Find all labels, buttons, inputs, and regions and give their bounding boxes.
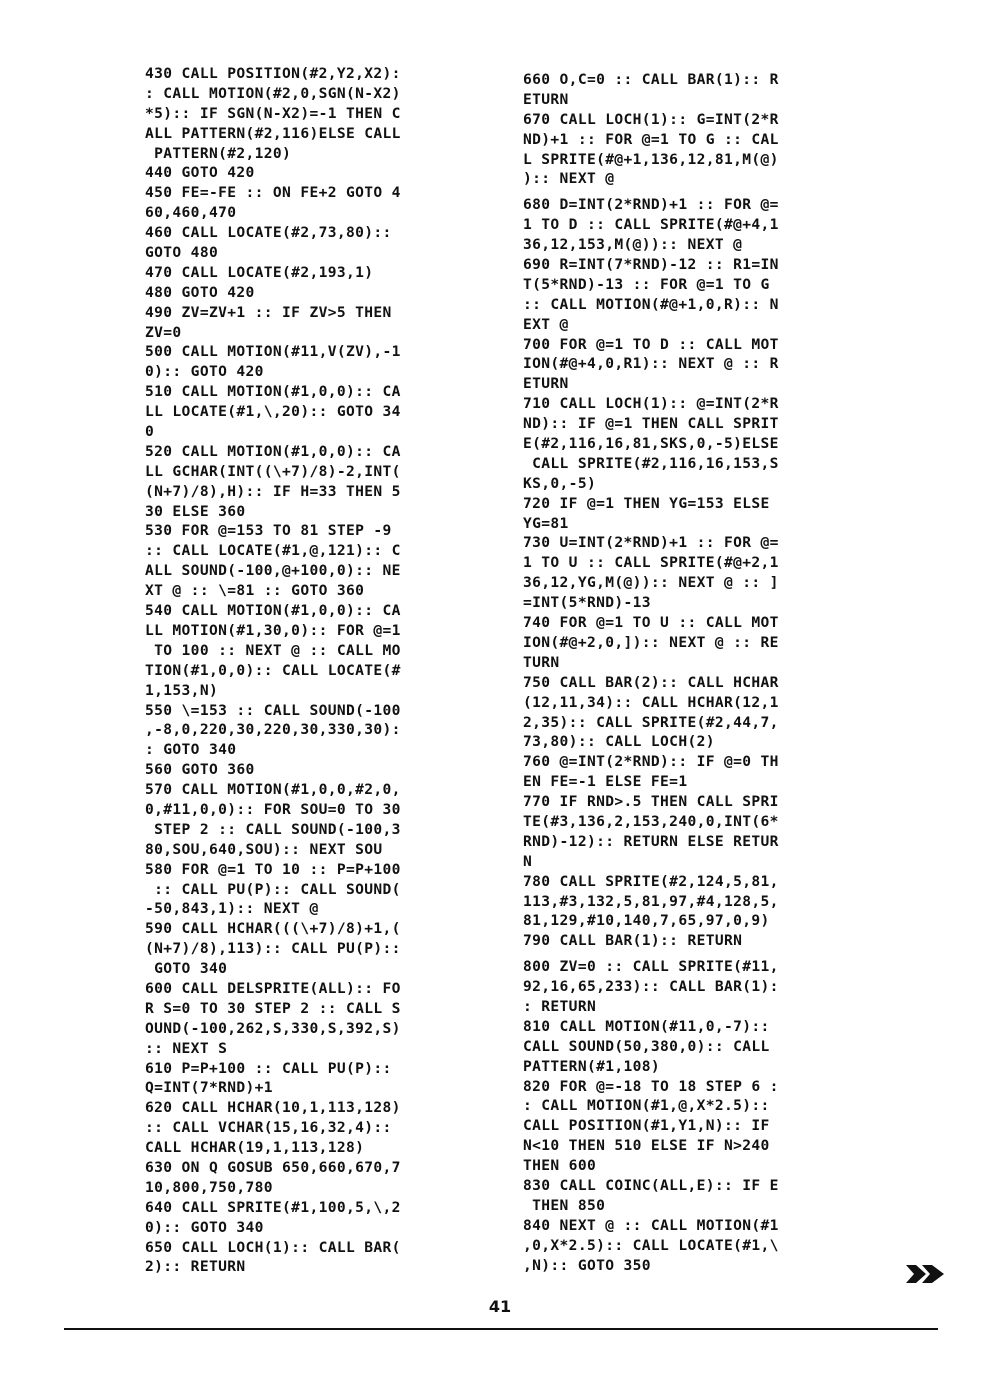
code-line: 440 GOTO 420 bbox=[145, 164, 255, 182]
listing-column-right bbox=[523, 70, 879, 1275]
code-line: ,0,X*2.5):: CALL LOCATE(#1,\ bbox=[523, 1236, 779, 1254]
code-line: ETURN bbox=[523, 90, 569, 108]
code-line: LL MOTION(#1,30,0):: FOR @=1 bbox=[145, 621, 401, 639]
code-line: 750 CALL BAR(2):: CALL HCHAR bbox=[523, 673, 779, 691]
code-line: GOTO 340 bbox=[145, 960, 228, 978]
code-line: 1,153,N) bbox=[145, 681, 219, 699]
code-line: R S=0 TO 30 STEP 2 :: CALL S bbox=[145, 999, 401, 1017]
code-line: E(#2,116,16,81,SKS,0,-5)ELSE bbox=[523, 435, 779, 453]
code-line: : CALL MOTION(#1,@,X*2.5):: bbox=[523, 1097, 770, 1115]
code-line: 560 GOTO 360 bbox=[145, 761, 255, 779]
code-line: :: NEXT S bbox=[145, 1039, 228, 1057]
code-line: ALL PATTERN(#2,116)ELSE CALL bbox=[145, 124, 401, 142]
code-line: 0):: GOTO 340 bbox=[145, 1218, 264, 1236]
code-line: 60,460,470 bbox=[145, 204, 237, 222]
code-line: ZV=0 bbox=[145, 323, 182, 341]
code-line: 540 CALL MOTION(#1,0,0):: CA bbox=[145, 602, 401, 620]
code-line: TURN bbox=[523, 653, 560, 671]
double-arrow-right-icon bbox=[904, 1262, 948, 1286]
code-line: :: CALL PU(P):: CALL SOUND( bbox=[145, 880, 401, 898]
code-line: 0,#11,0,0):: FOR SOU=0 TO 30 bbox=[145, 800, 401, 818]
code-line: : CALL MOTION(#2,0,SGN(N-X2) bbox=[145, 84, 401, 102]
code-line: 710 CALL LOCH(1):: @=INT(2*R bbox=[523, 395, 779, 413]
code-line: 470 CALL LOCATE(#2,193,1) bbox=[145, 263, 374, 281]
code-line: 1 TO U :: CALL SPRITE(#@+2,1 bbox=[523, 554, 779, 572]
code-line: 480 GOTO 420 bbox=[145, 283, 255, 301]
code-line: 840 NEXT @ :: CALL MOTION(#1 bbox=[523, 1216, 779, 1234]
code-line: ALL SOUND(-100,@+100,0):: NE bbox=[145, 562, 401, 580]
code-line: ND):: IF @=1 THEN CALL SPRIT bbox=[523, 415, 779, 433]
code-line: 10,800,750,780 bbox=[145, 1178, 273, 1196]
code-line: 610 P=P+100 :: CALL PU(P):: bbox=[145, 1059, 392, 1077]
code-line: 2,35):: CALL SPRITE(#2,44,7, bbox=[523, 713, 779, 731]
code-line: 1 TO D :: CALL SPRITE(#@+4,1 bbox=[523, 216, 779, 234]
code-line: EXT @ bbox=[523, 315, 569, 333]
code-line: :: CALL VCHAR(15,16,32,4):: bbox=[145, 1119, 392, 1137]
code-line: 810 CALL MOTION(#11,0,-7):: bbox=[523, 1017, 770, 1035]
code-line: ,N):: GOTO 350 bbox=[523, 1256, 651, 1274]
code-line: 73,80):: CALL LOCH(2) bbox=[523, 733, 715, 751]
code-line: 790 CALL BAR(1):: RETURN bbox=[523, 932, 743, 950]
code-line: YG=81 bbox=[523, 514, 569, 532]
code-line: :: CALL LOCATE(#1,@,121):: C bbox=[145, 542, 401, 560]
code-line: 113,#3,132,5,81,97,#4,128,5, bbox=[523, 892, 779, 910]
code-line: 770 IF RND>.5 THEN CALL SPRI bbox=[523, 793, 779, 811]
code-line: 800 ZV=0 :: CALL SPRITE(#11, bbox=[523, 958, 779, 976]
code-line: : GOTO 340 bbox=[145, 741, 237, 759]
code-line: CALL POSITION(#1,Y1,N):: IF bbox=[523, 1117, 770, 1135]
code-line: 580 FOR @=1 TO 10 :: P=P+100 bbox=[145, 860, 401, 878]
code-line: (12,11,34):: CALL HCHAR(12,1 bbox=[523, 693, 779, 711]
code-line: 680 D=INT(2*RND)+1 :: FOR @= bbox=[523, 196, 779, 214]
code-line: 730 U=INT(2*RND)+1 :: FOR @= bbox=[523, 534, 779, 552]
code-line: 740 FOR @=1 TO U :: CALL MOT bbox=[523, 614, 779, 632]
code-line: (N+7)/8),113):: CALL PU(P):: bbox=[145, 940, 401, 958]
code-line: :: CALL MOTION(#@+1,0,R):: N bbox=[523, 295, 779, 313]
code-line: N<10 THEN 510 ELSE IF N>240 bbox=[523, 1137, 770, 1155]
code-line: (N+7)/8),H):: IF H=33 THEN 5 bbox=[145, 482, 401, 500]
code-line: Q=INT(7*RND)+1 bbox=[145, 1079, 273, 1097]
code-line: L SPRITE(#@+1,136,12,81,M(@) bbox=[523, 150, 779, 168]
code-line: PATTERN(#1,108) bbox=[523, 1057, 661, 1075]
code-line: THEN 850 bbox=[523, 1196, 606, 1214]
code-line: 700 FOR @=1 TO D :: CALL MOT bbox=[523, 335, 779, 353]
code-line: STEP 2 :: CALL SOUND(-100,3 bbox=[145, 820, 401, 838]
code-line: ,-8,0,220,30,220,30,330,30): bbox=[145, 721, 401, 739]
code-line: 600 CALL DELSPRITE(ALL):: FO bbox=[145, 979, 401, 997]
code-line: CALL SPRITE(#2,116,16,153,S bbox=[523, 454, 779, 472]
code-line: TION(#1,0,0):: CALL LOCATE(# bbox=[145, 661, 401, 679]
code-line: 36,12,YG,M(@)):: NEXT @ :: ] bbox=[523, 574, 779, 592]
code-line: 660 O,C=0 :: CALL BAR(1):: R bbox=[523, 71, 779, 88]
listing-column-left bbox=[145, 64, 501, 1277]
code-line: 2):: RETURN bbox=[145, 1258, 246, 1276]
code-line: 780 CALL SPRITE(#2,124,5,81, bbox=[523, 872, 779, 890]
code-line: ION(#@+2,0,]):: NEXT @ :: RE bbox=[523, 633, 779, 651]
code-line: -50,843,1):: NEXT @ bbox=[145, 900, 319, 918]
code-line: 720 IF @=1 THEN YG=153 ELSE bbox=[523, 494, 770, 512]
code-line: 450 FE=-FE :: ON FE+2 GOTO 4 bbox=[145, 184, 401, 202]
code-line: ND)+1 :: FOR @=1 TO G :: CAL bbox=[523, 130, 779, 148]
code-line: *5):: IF SGN(N-X2)=-1 THEN C bbox=[145, 104, 401, 122]
code-line: 640 CALL SPRITE(#1,100,5,\,2 bbox=[145, 1198, 401, 1216]
code-line: TO 100 :: NEXT @ :: CALL MO bbox=[145, 641, 401, 659]
code-line: ETURN bbox=[523, 375, 569, 393]
code-line: 530 FOR @=153 TO 81 STEP -9 bbox=[145, 522, 392, 540]
code-line: 520 CALL MOTION(#1,0,0):: CA bbox=[145, 442, 401, 460]
code-line: 500 CALL MOTION(#11,V(ZV),-1 bbox=[145, 343, 401, 361]
code-line: 820 FOR @=-18 TO 18 STEP 6 : bbox=[523, 1077, 779, 1095]
code-line: EN FE=-1 ELSE FE=1 bbox=[523, 773, 688, 791]
code-line: 430 CALL POSITION(#2,Y2,X2): bbox=[145, 65, 401, 82]
code-line: 830 CALL COINC(ALL,E):: IF E bbox=[523, 1176, 779, 1194]
code-line: 36,12,153,M(@)):: NEXT @ bbox=[523, 236, 743, 254]
code-line: 81,129,#10,140,7,65,97,0,9) bbox=[523, 912, 770, 930]
code-line: ION(#@+4,0,R1):: NEXT @ :: R bbox=[523, 355, 779, 373]
code-line: 92,16,65,233):: CALL BAR(1): bbox=[523, 978, 779, 996]
code-line: CALL HCHAR(19,1,113,128) bbox=[145, 1139, 365, 1157]
code-line: 550 \=153 :: CALL SOUND(-100 bbox=[145, 701, 401, 719]
code-line: 510 CALL MOTION(#1,0,0):: CA bbox=[145, 383, 401, 401]
code-line: RND)-12):: RETURN ELSE RETUR bbox=[523, 832, 779, 850]
code-line: 490 ZV=ZV+1 :: IF ZV>5 THEN bbox=[145, 303, 392, 321]
code-line: 80,SOU,640,SOU):: NEXT SOU bbox=[145, 840, 383, 858]
code-line: 0 bbox=[145, 423, 155, 441]
code-line: 620 CALL HCHAR(10,1,113,128) bbox=[145, 1099, 401, 1117]
code-line: LL LOCATE(#1,\,20):: GOTO 34 bbox=[145, 403, 401, 421]
code-line: 760 @=INT(2*RND):: IF @=0 TH bbox=[523, 753, 779, 771]
code-line: N bbox=[523, 852, 533, 870]
code-line: 570 CALL MOTION(#1,0,0,#2,0, bbox=[145, 781, 401, 799]
code-line: CALL SOUND(50,380,0):: CALL bbox=[523, 1037, 770, 1055]
code-line: 30 ELSE 360 bbox=[145, 502, 246, 520]
code-line: =INT(5*RND)-13 bbox=[523, 594, 651, 612]
footer-rule bbox=[64, 1328, 938, 1330]
code-line: 650 CALL LOCH(1):: CALL BAR( bbox=[145, 1238, 401, 1256]
code-line: 630 ON Q GOSUB 650,660,670,7 bbox=[145, 1158, 401, 1176]
page-number: 41 bbox=[488, 1297, 512, 1316]
code-line: T(5*RND)-13 :: FOR @=1 TO G bbox=[523, 275, 770, 293]
code-line: ):: NEXT @ bbox=[523, 170, 615, 188]
code-line: THEN 600 bbox=[523, 1157, 597, 1175]
code-line: 0):: GOTO 420 bbox=[145, 363, 264, 381]
code-line: GOTO 480 bbox=[145, 244, 219, 262]
code-line: 670 CALL LOCH(1):: G=INT(2*R bbox=[523, 110, 779, 128]
code-line: : RETURN bbox=[523, 997, 597, 1015]
code-line: KS,0,-5) bbox=[523, 474, 597, 492]
code-line: PATTERN(#2,120) bbox=[145, 144, 292, 162]
code-line: OUND(-100,262,S,330,S,392,S) bbox=[145, 1019, 401, 1037]
code-line: 590 CALL HCHAR(((\+7)/8)+1,( bbox=[145, 920, 401, 938]
code-line: XT @ :: \=81 :: GOTO 360 bbox=[145, 582, 365, 600]
code-line: TE(#3,136,2,153,240,0,INT(6* bbox=[523, 812, 779, 830]
code-line: 690 R=INT(7*RND)-12 :: R1=IN bbox=[523, 256, 779, 274]
code-line: 460 CALL LOCATE(#2,73,80):: bbox=[145, 224, 392, 242]
code-line: LL GCHAR(INT((\+7)/8)-2,INT( bbox=[145, 462, 401, 480]
